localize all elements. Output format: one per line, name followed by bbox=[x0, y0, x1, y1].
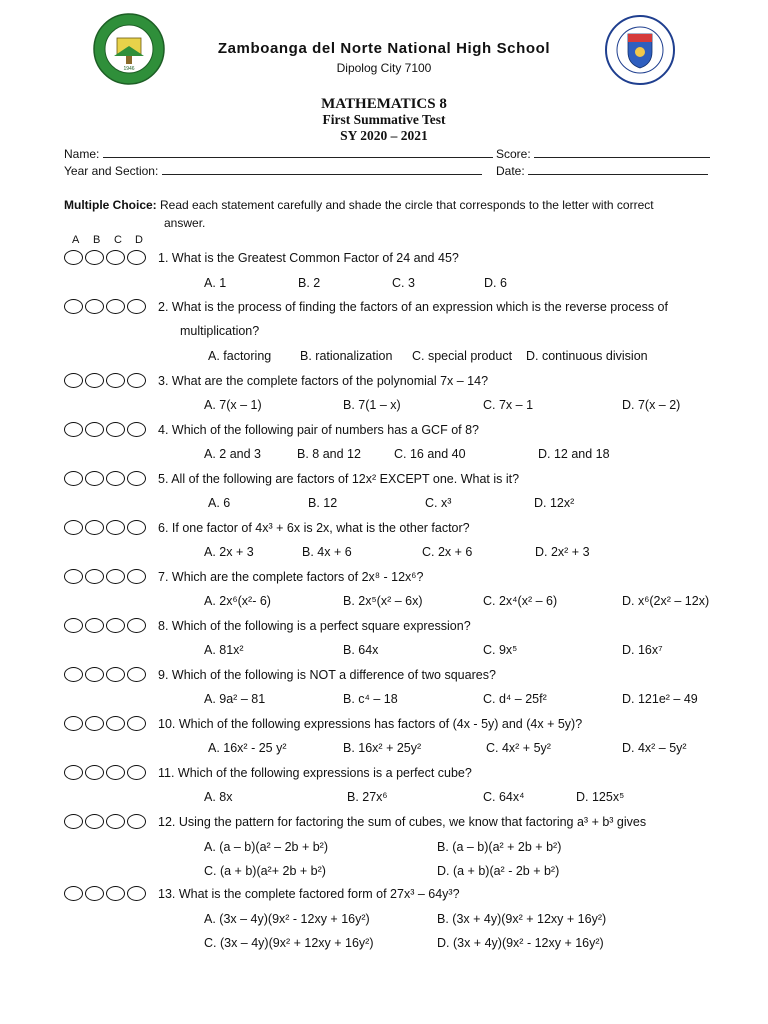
option-b: B. 64x bbox=[343, 643, 379, 657]
answer-circle-d[interactable] bbox=[127, 716, 146, 731]
question-text: 6. If one factor of 4x³ + 6x is 2x, what is the other factor? bbox=[158, 521, 470, 535]
answer-circle-d[interactable] bbox=[127, 422, 146, 437]
option-d: D. 7(x – 2) bbox=[622, 398, 681, 412]
answer-circle-c[interactable] bbox=[106, 520, 125, 535]
option-a: A. (a – b)(a² – 2b + b²) bbox=[204, 840, 329, 854]
option-c: C. 16 and 40 bbox=[394, 447, 466, 461]
answer-circle-a[interactable] bbox=[64, 716, 83, 731]
letter-a: A bbox=[72, 234, 80, 246]
option-d: D. 12x² bbox=[534, 496, 575, 510]
option-c: C. 2x + 6 bbox=[422, 545, 473, 559]
answer-circle-d[interactable] bbox=[127, 569, 146, 584]
option-c: C. (3x – 4y)(9x² + 12xy + 16y²) bbox=[204, 936, 374, 950]
instructions-text: Read each statement carefully and shade the circle that corresponds to the letter with correct bbox=[160, 198, 654, 212]
answer-circle-d[interactable] bbox=[127, 471, 146, 486]
year-section-label: Year and Section: bbox=[64, 164, 159, 178]
answer-circle-a[interactable] bbox=[64, 618, 83, 633]
score-label: Score: bbox=[496, 147, 531, 161]
answer-circles bbox=[64, 716, 164, 731]
option-a: A. 7(x – 1) bbox=[204, 398, 262, 412]
option-d: D. 16x⁷ bbox=[622, 643, 663, 657]
option-d: D. 12 and 18 bbox=[538, 447, 610, 461]
answer-circle-a[interactable] bbox=[64, 886, 83, 901]
question-text: 4. Which of the following pair of numbers has a GCF of 8? bbox=[158, 423, 479, 437]
option-a: A. 2 and 3 bbox=[204, 447, 261, 461]
option-c: C. x³ bbox=[425, 496, 452, 510]
option-b: B. 16x² + 25y² bbox=[343, 741, 422, 755]
option-d: D. 121e² – 49 bbox=[622, 692, 698, 706]
option-b: B. rationalization bbox=[300, 349, 393, 363]
answer-circle-a[interactable] bbox=[64, 373, 83, 388]
option-d: D. 4x² – 5y² bbox=[622, 741, 687, 755]
answer-circle-a[interactable] bbox=[64, 471, 83, 486]
option-a: A. 16x² - 25 y² bbox=[208, 741, 287, 755]
option-d: D. continuous division bbox=[526, 349, 648, 363]
question-text: 7. Which are the complete factors of 2x⁸ - 12x⁶? bbox=[158, 570, 424, 584]
answer-circle-a[interactable] bbox=[64, 765, 83, 780]
question-text: 11. Which of the following expressions is a perfect cube? bbox=[158, 766, 472, 780]
answer-circle-b[interactable] bbox=[85, 569, 104, 584]
question-text: 3. What are the complete factors of the polynomial 7x – 14? bbox=[158, 374, 489, 388]
date-label: Date: bbox=[496, 164, 525, 178]
school-city: Dipolog City 7100 bbox=[336, 61, 432, 75]
answer-circles bbox=[64, 765, 164, 780]
answer-circle-c[interactable] bbox=[106, 373, 125, 388]
answer-circle-c[interactable] bbox=[106, 886, 125, 901]
answer-circle-d[interactable] bbox=[127, 814, 146, 829]
option-c: C. 9x⁵ bbox=[483, 643, 518, 657]
answer-circle-b[interactable] bbox=[85, 667, 104, 682]
question-text: 2. What is the process of finding the factors of an expression which is the reverse process of bbox=[158, 300, 668, 314]
question-text-continued: multiplication? bbox=[180, 324, 260, 338]
option-d: D. 125x⁵ bbox=[576, 790, 625, 804]
option-d: D. (3x + 4y)(9x² - 12xy + 16y²) bbox=[437, 936, 604, 950]
answer-circle-c[interactable] bbox=[106, 569, 125, 584]
option-b: B. 27x⁶ bbox=[347, 790, 388, 804]
option-c: C. 3 bbox=[392, 276, 415, 290]
answer-circle-d[interactable] bbox=[127, 618, 146, 633]
option-a: A. 81x² bbox=[204, 643, 244, 657]
question-text: 8. Which of the following is a perfect square expression? bbox=[158, 619, 471, 633]
answer-circles bbox=[64, 299, 164, 314]
option-a: A. 8x bbox=[204, 790, 233, 804]
question-text: 12. Using the pattern for factoring the sum of cubes, we know that factoring a³ + b³ gives bbox=[158, 815, 647, 829]
answer-circle-c[interactable] bbox=[106, 422, 125, 437]
option-a: A. 1 bbox=[204, 276, 227, 290]
question-text: 5. All of the following are factors of 12x² EXCEPT one. What is it? bbox=[158, 472, 520, 486]
answer-circles bbox=[64, 520, 164, 535]
answer-circle-d[interactable] bbox=[127, 250, 146, 265]
option-a: A. 2x + 3 bbox=[204, 545, 254, 559]
answer-circle-c[interactable] bbox=[106, 667, 125, 682]
option-b: B. 12 bbox=[308, 496, 338, 510]
name-label: Name: bbox=[64, 147, 100, 161]
answer-circle-b[interactable] bbox=[85, 716, 104, 731]
option-c: C. special product bbox=[412, 349, 513, 363]
answer-circle-d[interactable] bbox=[127, 299, 146, 314]
answer-circle-b[interactable] bbox=[85, 373, 104, 388]
answer-circles bbox=[64, 471, 164, 486]
answer-circle-c[interactable] bbox=[106, 765, 125, 780]
option-b: B. 2x⁵(x² – 6x) bbox=[343, 594, 423, 608]
answer-circles bbox=[64, 569, 164, 584]
answer-circle-d[interactable] bbox=[127, 886, 146, 901]
option-c: C. 2x⁴(x² – 6) bbox=[483, 594, 558, 608]
answer-circle-d[interactable] bbox=[127, 520, 146, 535]
answer-circle-b[interactable] bbox=[85, 886, 104, 901]
option-a: A. 6 bbox=[208, 496, 231, 510]
answer-circle-a[interactable] bbox=[64, 667, 83, 682]
name-field[interactable] bbox=[64, 146, 493, 161]
option-a: A. 2x⁶(x²- 6) bbox=[204, 594, 271, 608]
answer-circle-d[interactable] bbox=[127, 765, 146, 780]
answer-circle-b[interactable] bbox=[85, 422, 104, 437]
option-b: B. 7(1 – x) bbox=[343, 398, 401, 412]
instructions-text-2: answer. bbox=[164, 216, 206, 230]
answer-circle-a[interactable] bbox=[64, 520, 83, 535]
option-b: B. c⁴ – 18 bbox=[343, 692, 398, 706]
answer-circles bbox=[64, 814, 164, 829]
option-a: A. (3x – 4y)(9x² - 12xy + 16y²) bbox=[204, 912, 370, 926]
answer-circle-a[interactable] bbox=[64, 814, 83, 829]
year-section-field[interactable] bbox=[64, 163, 482, 178]
answer-letters bbox=[72, 234, 156, 246]
answer-circle-a[interactable] bbox=[64, 250, 83, 265]
option-d: D. x⁶(2x² – 12x) bbox=[622, 594, 710, 608]
score-field[interactable] bbox=[496, 146, 710, 161]
date-line[interactable] bbox=[528, 163, 708, 175]
answer-circle-b[interactable] bbox=[85, 765, 104, 780]
score-line[interactable] bbox=[534, 146, 710, 158]
answer-circle-b[interactable] bbox=[85, 471, 104, 486]
test-name: First Summative Test bbox=[322, 112, 446, 127]
answer-circle-b[interactable] bbox=[85, 520, 104, 535]
answer-circle-c[interactable] bbox=[106, 814, 125, 829]
letter-d: D bbox=[135, 234, 143, 246]
school-name: Zamboanga del Norte National High School bbox=[217, 40, 551, 57]
answer-circle-b[interactable] bbox=[85, 814, 104, 829]
answer-circles bbox=[64, 667, 164, 682]
date-field[interactable] bbox=[496, 163, 708, 178]
option-a: A. factoring bbox=[208, 349, 272, 363]
instructions-heading: Multiple Choice: bbox=[64, 198, 157, 212]
answer-circles bbox=[64, 373, 164, 388]
answer-circle-a[interactable] bbox=[64, 299, 83, 314]
option-c: C. d⁴ – 25f² bbox=[483, 692, 547, 706]
option-d: D. (a + b)(a² - 2b + b²) bbox=[437, 864, 560, 878]
answer-circles bbox=[64, 886, 164, 901]
answer-circle-a[interactable] bbox=[64, 422, 83, 437]
name-line[interactable] bbox=[103, 146, 493, 158]
option-a: A. 9a² – 81 bbox=[204, 692, 266, 706]
answer-circle-c[interactable] bbox=[106, 299, 125, 314]
answer-circles bbox=[64, 422, 164, 437]
option-c: C. (a + b)(a²+ 2b + b²) bbox=[204, 864, 326, 878]
instructions bbox=[64, 198, 724, 212]
answer-circle-b[interactable] bbox=[85, 618, 104, 633]
question-text: 13. What is the complete factored form of 27x³ – 64y³? bbox=[158, 887, 460, 901]
answer-circles bbox=[64, 250, 164, 265]
option-c: C. 64x⁴ bbox=[483, 790, 525, 804]
option-b: B. (3x + 4y)(9x² + 12xy + 16y²) bbox=[437, 912, 607, 926]
question-text: 10. Which of the following expressions has factors of (4x - 5y) and (4x + 5y)? bbox=[158, 717, 583, 731]
answer-circle-b[interactable] bbox=[85, 250, 104, 265]
option-b: B. 4x + 6 bbox=[302, 545, 352, 559]
option-c: C. 7x – 1 bbox=[483, 398, 534, 412]
answer-circle-c[interactable] bbox=[106, 618, 125, 633]
answer-circle-d[interactable] bbox=[127, 667, 146, 682]
subject-title: MATHEMATICS 8 bbox=[321, 96, 447, 112]
answer-circle-c[interactable] bbox=[106, 471, 125, 486]
answer-circle-a[interactable] bbox=[64, 569, 83, 584]
year-section-line[interactable] bbox=[162, 163, 482, 175]
question-text: 1. What is the Greatest Common Factor of 24 and 45? bbox=[158, 251, 459, 265]
option-b: B. (a – b)(a² + 2b + b²) bbox=[437, 840, 562, 854]
letter-b: B bbox=[93, 234, 101, 246]
option-d: D. 6 bbox=[484, 276, 507, 290]
option-b: B. 8 and 12 bbox=[297, 447, 361, 461]
answer-circle-c[interactable] bbox=[106, 250, 125, 265]
answer-circle-b[interactable] bbox=[85, 299, 104, 314]
option-c: C. 4x² + 5y² bbox=[486, 741, 551, 755]
logo-year: 1946 bbox=[123, 66, 135, 72]
school-year: SY 2020 – 2021 bbox=[340, 128, 428, 143]
option-d: D. 2x² + 3 bbox=[535, 545, 590, 559]
answer-circle-c[interactable] bbox=[106, 716, 125, 731]
question-text: 9. Which of the following is NOT a difference of two squares? bbox=[158, 668, 496, 682]
answer-circle-d[interactable] bbox=[127, 373, 146, 388]
letter-c: C bbox=[114, 234, 122, 246]
answer-circles bbox=[64, 618, 164, 633]
option-b: B. 2 bbox=[298, 276, 321, 290]
